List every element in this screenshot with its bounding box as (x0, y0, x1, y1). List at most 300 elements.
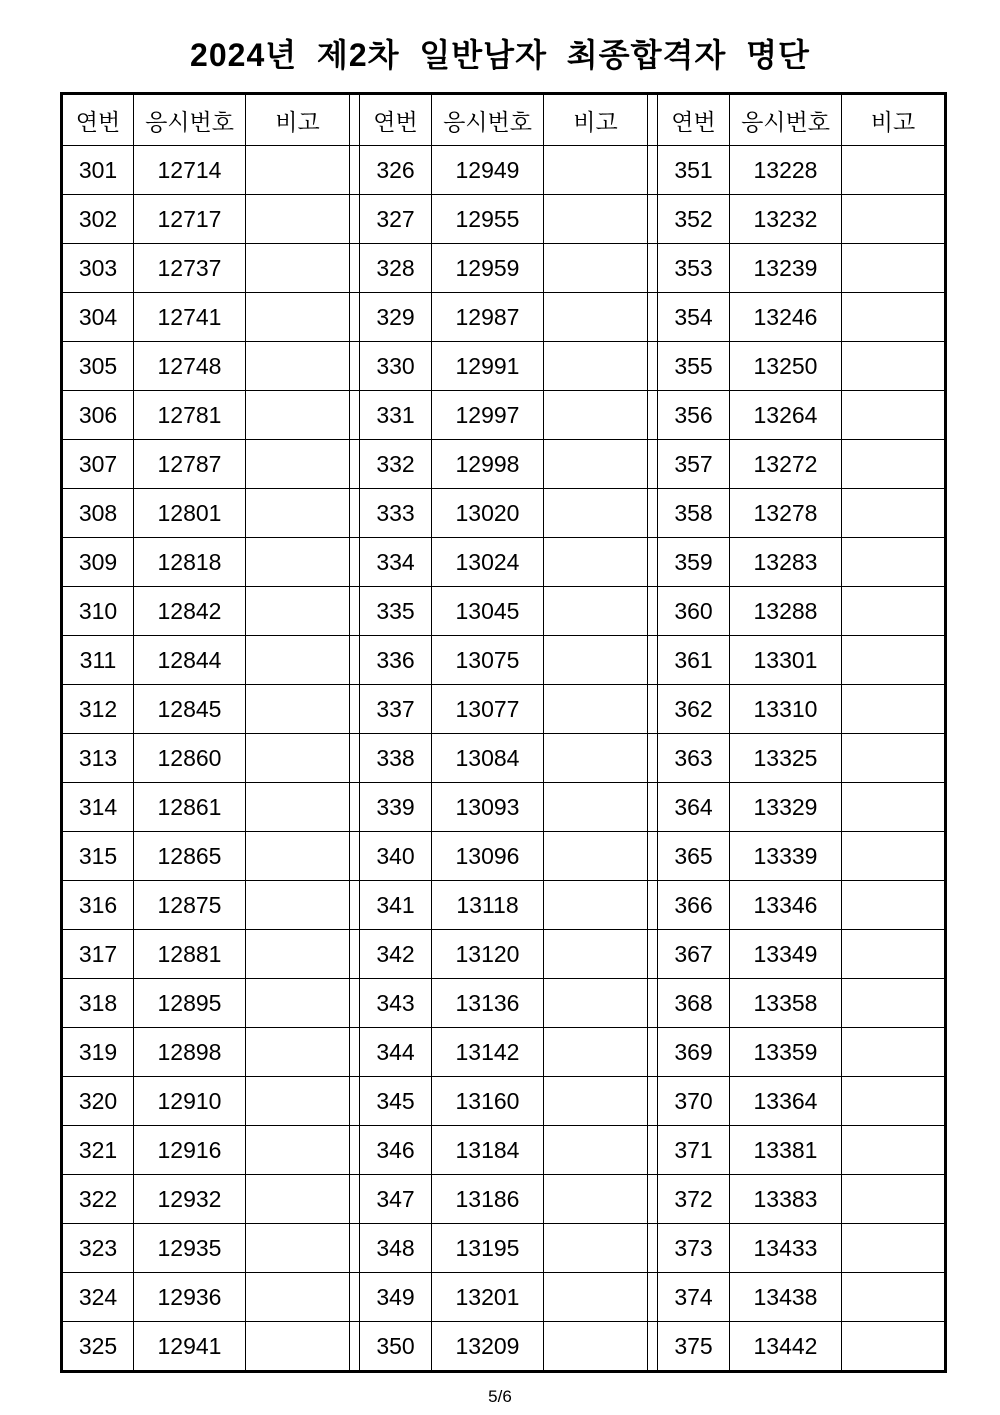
cell-remark (842, 685, 946, 734)
roster-table-wrapper (60, 92, 940, 1373)
cell-remark (842, 489, 946, 538)
cell-seq: 341 (360, 881, 432, 930)
cell-remark (842, 1224, 946, 1273)
cell-remark (842, 832, 946, 881)
cell-seq: 303 (62, 244, 134, 293)
group-divider-cell (350, 930, 360, 979)
cell-seq: 375 (658, 1322, 730, 1372)
cell-remark (842, 342, 946, 391)
cell-seq: 340 (360, 832, 432, 881)
cell-exam-no: 12717 (134, 195, 246, 244)
cell-seq: 331 (360, 391, 432, 440)
cell-exam-no: 13329 (730, 783, 842, 832)
cell-seq: 357 (658, 440, 730, 489)
cell-remark (544, 1126, 648, 1175)
cell-seq: 363 (658, 734, 730, 783)
group-divider-cell (350, 1126, 360, 1175)
group-divider-2 (648, 94, 658, 146)
cell-remark (842, 979, 946, 1028)
cell-exam-no: 13120 (432, 930, 544, 979)
cell-exam-no: 12949 (432, 146, 544, 195)
cell-seq: 367 (658, 930, 730, 979)
table-row (62, 293, 946, 342)
cell-seq: 333 (360, 489, 432, 538)
group-divider-cell (350, 244, 360, 293)
cell-exam-no: 13239 (730, 244, 842, 293)
cell-remark (544, 1224, 648, 1273)
table-row (62, 1028, 946, 1077)
cell-remark (842, 391, 946, 440)
group-divider-cell (648, 1273, 658, 1322)
cell-exam-no: 12935 (134, 1224, 246, 1273)
header-row (62, 94, 946, 146)
cell-seq: 352 (658, 195, 730, 244)
cell-exam-no: 12895 (134, 979, 246, 1028)
cell-remark (544, 293, 648, 342)
cell-seq: 356 (658, 391, 730, 440)
cell-exam-no: 13093 (432, 783, 544, 832)
group-divider-cell (648, 636, 658, 685)
cell-seq: 355 (658, 342, 730, 391)
group-divider-cell (350, 195, 360, 244)
cell-exam-no: 12875 (134, 881, 246, 930)
cell-remark (246, 489, 350, 538)
cell-seq: 365 (658, 832, 730, 881)
cell-seq: 320 (62, 1077, 134, 1126)
group-divider-cell (350, 881, 360, 930)
cell-exam-no: 13349 (730, 930, 842, 979)
cell-seq: 366 (658, 881, 730, 930)
cell-seq: 302 (62, 195, 134, 244)
cell-exam-no: 12818 (134, 538, 246, 587)
group-divider-cell (350, 489, 360, 538)
cell-exam-no: 12842 (134, 587, 246, 636)
cell-exam-no: 12936 (134, 1273, 246, 1322)
cell-remark (246, 1175, 350, 1224)
cell-exam-no: 13077 (432, 685, 544, 734)
cell-remark (842, 244, 946, 293)
cell-seq: 348 (360, 1224, 432, 1273)
group-divider-cell (350, 636, 360, 685)
cell-remark (842, 587, 946, 636)
cell-remark (842, 636, 946, 685)
cell-exam-no: 12860 (134, 734, 246, 783)
group-divider-cell (350, 1273, 360, 1322)
cell-exam-no: 12941 (134, 1322, 246, 1372)
group-divider-cell (648, 734, 658, 783)
header-remark-1: 비고 (246, 94, 350, 146)
cell-remark (246, 979, 350, 1028)
cell-exam-no: 13339 (730, 832, 842, 881)
cell-remark (544, 1273, 648, 1322)
cell-exam-no: 13136 (432, 979, 544, 1028)
cell-seq: 332 (360, 440, 432, 489)
group-divider-1 (350, 94, 360, 146)
group-divider-cell (648, 1028, 658, 1077)
cell-seq: 370 (658, 1077, 730, 1126)
cell-exam-no: 12748 (134, 342, 246, 391)
group-divider-cell (648, 146, 658, 195)
table-row (62, 685, 946, 734)
cell-exam-no: 13045 (432, 587, 544, 636)
cell-remark (842, 1028, 946, 1077)
cell-exam-no: 13232 (730, 195, 842, 244)
cell-exam-no: 13325 (730, 734, 842, 783)
cell-exam-no: 13142 (432, 1028, 544, 1077)
cell-exam-no: 13118 (432, 881, 544, 930)
cell-seq: 329 (360, 293, 432, 342)
cell-exam-no: 12910 (134, 1077, 246, 1126)
group-divider-cell (350, 1224, 360, 1273)
table-row (62, 1175, 946, 1224)
group-divider-cell (350, 685, 360, 734)
cell-remark (246, 1224, 350, 1273)
cell-seq: 362 (658, 685, 730, 734)
cell-exam-no: 13246 (730, 293, 842, 342)
cell-exam-no: 12991 (432, 342, 544, 391)
cell-seq: 339 (360, 783, 432, 832)
cell-exam-no: 12898 (134, 1028, 246, 1077)
cell-exam-no: 13075 (432, 636, 544, 685)
cell-remark (544, 244, 648, 293)
cell-exam-no: 13184 (432, 1126, 544, 1175)
cell-exam-no: 12959 (432, 244, 544, 293)
table-row (62, 391, 946, 440)
cell-remark (842, 1322, 946, 1372)
group-divider-cell (350, 979, 360, 1028)
table-row (62, 979, 946, 1028)
cell-exam-no: 12714 (134, 146, 246, 195)
roster-table (60, 92, 947, 1373)
cell-remark (246, 783, 350, 832)
group-divider-cell (648, 440, 658, 489)
group-divider-cell (648, 1224, 658, 1273)
cell-remark (246, 636, 350, 685)
cell-exam-no: 12844 (134, 636, 246, 685)
cell-remark (246, 1273, 350, 1322)
cell-seq: 371 (658, 1126, 730, 1175)
cell-remark (246, 342, 350, 391)
cell-exam-no: 13301 (730, 636, 842, 685)
cell-seq: 347 (360, 1175, 432, 1224)
cell-seq: 324 (62, 1273, 134, 1322)
group-divider-cell (350, 1077, 360, 1126)
cell-exam-no: 13160 (432, 1077, 544, 1126)
cell-exam-no: 13272 (730, 440, 842, 489)
cell-remark (842, 538, 946, 587)
cell-seq: 335 (360, 587, 432, 636)
group-divider-cell (648, 685, 658, 734)
cell-remark (544, 489, 648, 538)
cell-seq: 372 (658, 1175, 730, 1224)
cell-seq: 359 (658, 538, 730, 587)
cell-exam-no: 13024 (432, 538, 544, 587)
cell-exam-no: 13346 (730, 881, 842, 930)
cell-seq: 373 (658, 1224, 730, 1273)
cell-remark (842, 195, 946, 244)
group-divider-cell (350, 293, 360, 342)
group-divider-cell (350, 391, 360, 440)
cell-remark (246, 391, 350, 440)
group-divider-cell (648, 1077, 658, 1126)
table-row (62, 195, 946, 244)
cell-seq: 315 (62, 832, 134, 881)
cell-exam-no: 12916 (134, 1126, 246, 1175)
cell-remark (246, 1028, 350, 1077)
cell-exam-no: 13228 (730, 146, 842, 195)
group-divider-cell (648, 783, 658, 832)
cell-remark (842, 1175, 946, 1224)
group-divider-cell (648, 881, 658, 930)
group-divider-cell (648, 244, 658, 293)
cell-seq: 342 (360, 930, 432, 979)
group-divider-cell (350, 440, 360, 489)
cell-exam-no: 12865 (134, 832, 246, 881)
table-row (62, 734, 946, 783)
cell-remark (544, 342, 648, 391)
header-seq-2: 연번 (360, 94, 432, 146)
cell-exam-no: 12741 (134, 293, 246, 342)
cell-seq: 306 (62, 391, 134, 440)
cell-exam-no: 13195 (432, 1224, 544, 1273)
cell-exam-no: 13096 (432, 832, 544, 881)
cell-seq: 305 (62, 342, 134, 391)
cell-remark (246, 244, 350, 293)
cell-exam-no: 13310 (730, 685, 842, 734)
cell-remark (544, 685, 648, 734)
cell-exam-no: 13201 (432, 1273, 544, 1322)
cell-seq: 349 (360, 1273, 432, 1322)
cell-remark (544, 146, 648, 195)
cell-seq: 353 (658, 244, 730, 293)
header-remark-3: 비고 (842, 94, 946, 146)
group-divider-cell (648, 489, 658, 538)
cell-remark (246, 293, 350, 342)
cell-exam-no: 13264 (730, 391, 842, 440)
cell-remark (842, 146, 946, 195)
cell-remark (246, 1077, 350, 1126)
table-row (62, 930, 946, 979)
cell-remark (246, 832, 350, 881)
cell-seq: 322 (62, 1175, 134, 1224)
cell-exam-no: 12998 (432, 440, 544, 489)
group-divider-cell (350, 146, 360, 195)
cell-seq: 328 (360, 244, 432, 293)
cell-exam-no: 13364 (730, 1077, 842, 1126)
cell-exam-no: 13288 (730, 587, 842, 636)
cell-seq: 316 (62, 881, 134, 930)
cell-remark (842, 734, 946, 783)
cell-seq: 317 (62, 930, 134, 979)
cell-exam-no: 12955 (432, 195, 544, 244)
group-divider-cell (648, 832, 658, 881)
cell-remark (544, 538, 648, 587)
group-divider-cell (350, 587, 360, 636)
cell-remark (842, 1273, 946, 1322)
cell-remark (544, 587, 648, 636)
cell-seq: 350 (360, 1322, 432, 1372)
cell-remark (842, 881, 946, 930)
cell-seq: 301 (62, 146, 134, 195)
cell-remark (246, 930, 350, 979)
cell-seq: 346 (360, 1126, 432, 1175)
cell-seq: 368 (658, 979, 730, 1028)
cell-exam-no: 12881 (134, 930, 246, 979)
group-divider-cell (648, 342, 658, 391)
cell-remark (842, 293, 946, 342)
cell-remark (246, 1322, 350, 1372)
header-remark-2: 비고 (544, 94, 648, 146)
table-row (62, 440, 946, 489)
cell-exam-no: 13209 (432, 1322, 544, 1372)
cell-remark (246, 1126, 350, 1175)
cell-seq: 364 (658, 783, 730, 832)
cell-remark (842, 930, 946, 979)
table-row (62, 146, 946, 195)
table-row (62, 1224, 946, 1273)
cell-exam-no: 13250 (730, 342, 842, 391)
cell-seq: 337 (360, 685, 432, 734)
cell-remark (246, 587, 350, 636)
cell-exam-no: 13186 (432, 1175, 544, 1224)
cell-seq: 313 (62, 734, 134, 783)
group-divider-cell (350, 832, 360, 881)
cell-seq: 314 (62, 783, 134, 832)
cell-seq: 325 (62, 1322, 134, 1372)
cell-seq: 307 (62, 440, 134, 489)
group-divider-cell (350, 783, 360, 832)
header-exam-no-1: 응시번호 (134, 94, 246, 146)
cell-remark (842, 1077, 946, 1126)
table-row (62, 1322, 946, 1372)
cell-remark (246, 734, 350, 783)
cell-exam-no: 13381 (730, 1126, 842, 1175)
group-divider-cell (350, 1175, 360, 1224)
cell-remark (544, 881, 648, 930)
cell-seq: 326 (360, 146, 432, 195)
cell-remark (842, 440, 946, 489)
cell-seq: 308 (62, 489, 134, 538)
group-divider-cell (350, 342, 360, 391)
cell-remark (842, 783, 946, 832)
cell-remark (842, 1126, 946, 1175)
cell-exam-no: 12787 (134, 440, 246, 489)
table-row (62, 587, 946, 636)
group-divider-cell (648, 930, 658, 979)
cell-exam-no: 12781 (134, 391, 246, 440)
cell-exam-no: 13383 (730, 1175, 842, 1224)
cell-seq: 330 (360, 342, 432, 391)
cell-remark (246, 440, 350, 489)
cell-exam-no: 13278 (730, 489, 842, 538)
cell-seq: 319 (62, 1028, 134, 1077)
header-exam-no-3: 응시번호 (730, 94, 842, 146)
cell-remark (544, 391, 648, 440)
table-row (62, 636, 946, 685)
page-number: 5/6 (488, 1387, 512, 1406)
cell-seq: 369 (658, 1028, 730, 1077)
cell-seq: 311 (62, 636, 134, 685)
cell-remark (544, 783, 648, 832)
cell-seq: 343 (360, 979, 432, 1028)
group-divider-cell (350, 1322, 360, 1372)
cell-exam-no: 13084 (432, 734, 544, 783)
header-seq-1: 연번 (62, 94, 134, 146)
cell-seq: 304 (62, 293, 134, 342)
cell-exam-no: 12997 (432, 391, 544, 440)
cell-seq: 338 (360, 734, 432, 783)
cell-seq: 336 (360, 636, 432, 685)
cell-exam-no: 13358 (730, 979, 842, 1028)
cell-remark (544, 1077, 648, 1126)
cell-remark (544, 636, 648, 685)
cell-exam-no: 12861 (134, 783, 246, 832)
cell-remark (544, 195, 648, 244)
table-row (62, 342, 946, 391)
table-row (62, 538, 946, 587)
group-divider-cell (648, 538, 658, 587)
cell-seq: 334 (360, 538, 432, 587)
table-header (62, 94, 946, 146)
cell-seq: 318 (62, 979, 134, 1028)
table-row (62, 1273, 946, 1322)
cell-exam-no: 13020 (432, 489, 544, 538)
group-divider-cell (350, 538, 360, 587)
group-divider-cell (648, 1322, 658, 1372)
cell-seq: 312 (62, 685, 134, 734)
table-row (62, 1126, 946, 1175)
cell-seq: 360 (658, 587, 730, 636)
cell-remark (544, 1322, 648, 1372)
group-divider-cell (648, 195, 658, 244)
table-row (62, 1077, 946, 1126)
cell-exam-no: 13359 (730, 1028, 842, 1077)
cell-remark (544, 832, 648, 881)
cell-remark (544, 1175, 648, 1224)
table-body (62, 146, 946, 1372)
table-row (62, 881, 946, 930)
cell-remark (246, 195, 350, 244)
cell-remark (246, 146, 350, 195)
cell-seq: 323 (62, 1224, 134, 1273)
cell-seq: 345 (360, 1077, 432, 1126)
cell-seq: 310 (62, 587, 134, 636)
cell-exam-no: 13283 (730, 538, 842, 587)
table-row (62, 783, 946, 832)
cell-exam-no: 13438 (730, 1273, 842, 1322)
table-row (62, 832, 946, 881)
cell-remark (544, 979, 648, 1028)
cell-exam-no: 12987 (432, 293, 544, 342)
page-title: 2024년 제2차 일반남자 최종합격자 명단 (190, 37, 810, 73)
group-divider-cell (648, 979, 658, 1028)
cell-remark (246, 685, 350, 734)
cell-exam-no: 13442 (730, 1322, 842, 1372)
group-divider-cell (648, 1126, 658, 1175)
cell-remark (544, 734, 648, 783)
cell-seq: 309 (62, 538, 134, 587)
cell-remark (246, 538, 350, 587)
cell-seq: 361 (658, 636, 730, 685)
cell-remark (544, 440, 648, 489)
cell-seq: 351 (658, 146, 730, 195)
group-divider-cell (350, 1028, 360, 1077)
group-divider-cell (648, 1175, 658, 1224)
header-seq-3: 연번 (658, 94, 730, 146)
group-divider-cell (648, 391, 658, 440)
cell-seq: 358 (658, 489, 730, 538)
cell-exam-no: 12801 (134, 489, 246, 538)
